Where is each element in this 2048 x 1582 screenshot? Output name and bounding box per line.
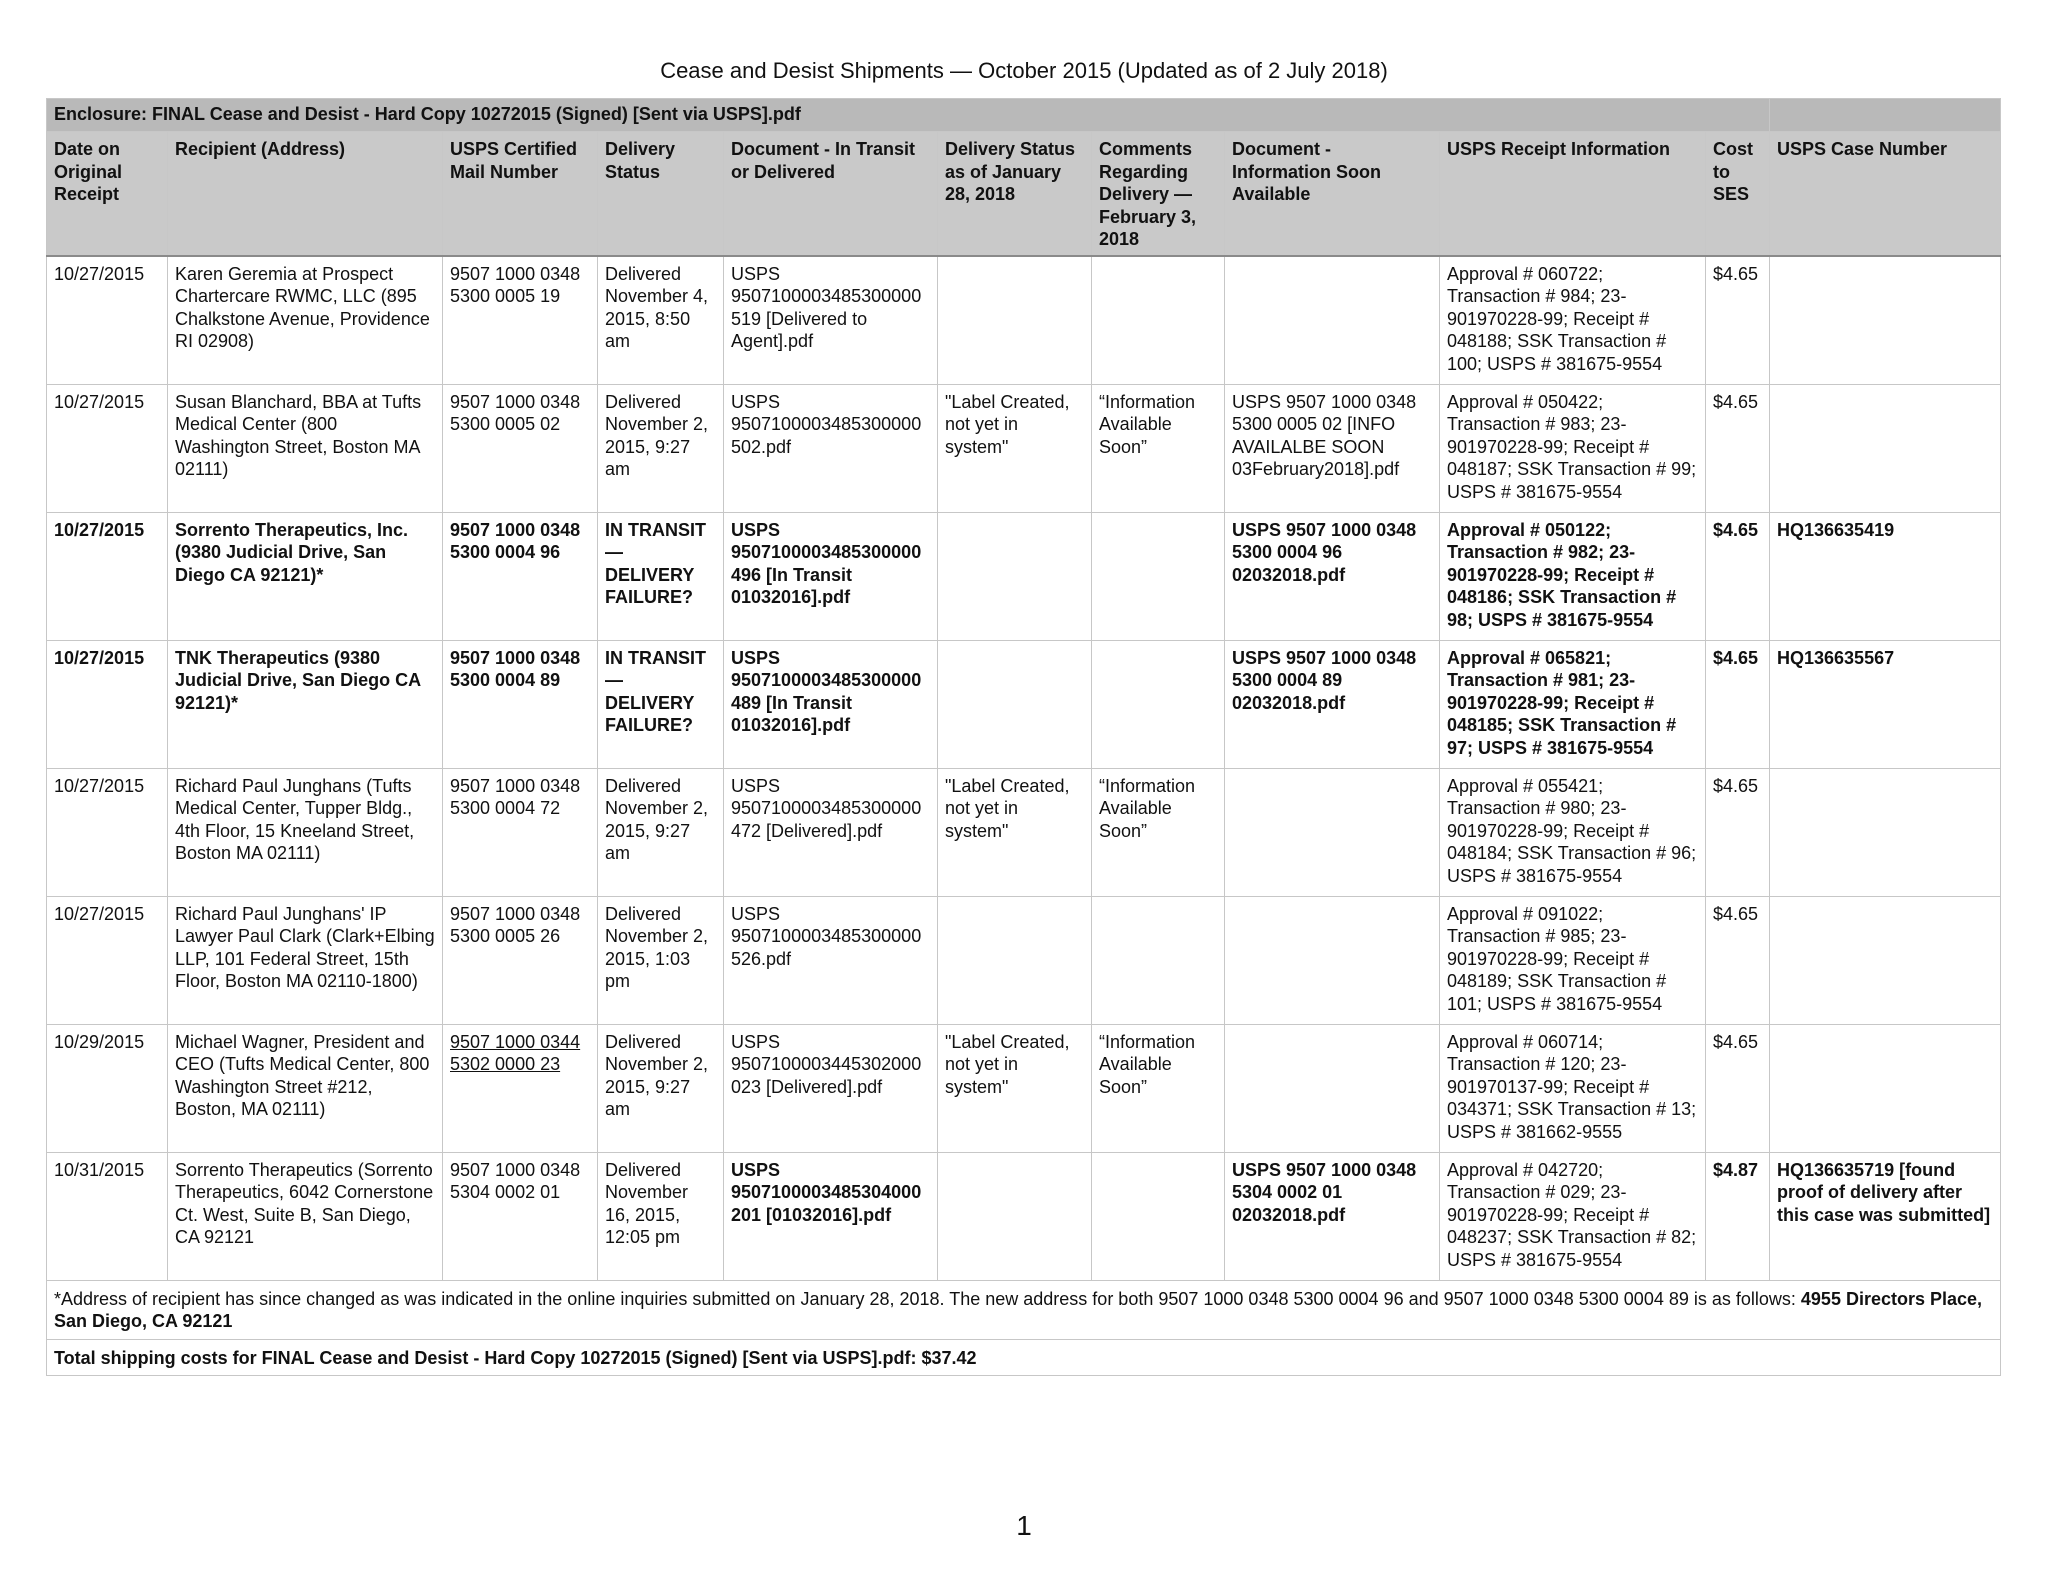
receipt-cell: Approval # 055421; Transaction # 980; 23-901970228-99; Receipt # 048184; SSK Transaction # 96; USPS # 381675-9554 <box>1440 768 1706 896</box>
cost-cell: $4.87 <box>1706 1152 1770 1280</box>
mail-number-cell: 9507 1000 0348 5300 0004 96 <box>443 512 598 640</box>
col-header-case-number: USPS Case Number <box>1770 132 2001 256</box>
document-cell: USPS 9507100003485300000502.pdf <box>724 384 938 512</box>
table-row <box>47 896 2001 1024</box>
comments-cell: “Information Available Soon” <box>1092 384 1225 512</box>
col-header-recipient: Recipient (Address) <box>168 132 443 256</box>
col-header-delivery-status: Delivery Status <box>598 132 724 256</box>
info-document-cell <box>1225 768 1440 896</box>
table-row <box>47 256 2001 385</box>
document-cell: USPS 9507100003485304000201 [01032016].pdf <box>724 1152 938 1280</box>
col-header-status-january: Delivery Status as of January 28, 2018 <box>938 132 1092 256</box>
mail-number-cell: 9507 1000 0348 5300 0004 89 <box>443 640 598 768</box>
case-number-cell: HQ136635719 [found proof of delivery after this case was submitted] <box>1770 1152 2001 1280</box>
date-cell: 10/27/2015 <box>47 256 168 385</box>
cost-cell: $4.65 <box>1706 1024 1770 1152</box>
recipient-cell: TNK Therapeutics (9380 Judicial Drive, San Diego CA 92121)* <box>168 640 443 768</box>
status-january-cell <box>938 1152 1092 1280</box>
comments-cell <box>1092 512 1225 640</box>
delivery-status-cell: Delivered November 2, 2015, 1:03 pm <box>598 896 724 1024</box>
case-number-cell <box>1770 256 2001 385</box>
date-cell: 10/31/2015 <box>47 1152 168 1280</box>
case-number-cell: HQ136635567 <box>1770 640 2001 768</box>
delivery-status-cell: Delivered November 2, 2015, 9:27 am <box>598 1024 724 1152</box>
case-number-cell <box>1770 768 2001 896</box>
date-cell: 10/27/2015 <box>47 384 168 512</box>
case-number-cell <box>1770 1024 2001 1152</box>
col-header-date: Date on Original Receipt <box>47 132 168 256</box>
date-cell: 10/27/2015 <box>47 896 168 1024</box>
cost-cell: $4.65 <box>1706 384 1770 512</box>
table-row <box>47 384 2001 512</box>
mail-number-cell: 9507 1000 0348 5300 0005 19 <box>443 256 598 385</box>
info-document-cell <box>1225 896 1440 1024</box>
comments-cell <box>1092 896 1225 1024</box>
receipt-cell: Approval # 042720; Transaction # 029; 23-901970228-99; Receipt # 048237; SSK Transaction # 82; USPS # 381675-9554 <box>1440 1152 1706 1280</box>
status-january-cell <box>938 512 1092 640</box>
cost-cell: $4.65 <box>1706 256 1770 385</box>
receipt-cell: Approval # 050422; Transaction # 983; 23-901970228-99; Receipt # 048187; SSK Transaction # 99; USPS # 381675-9554 <box>1440 384 1706 512</box>
comments-cell <box>1092 640 1225 768</box>
date-cell: 10/29/2015 <box>47 1024 168 1152</box>
delivery-status-cell: IN TRANSIT — DELIVERY FAILURE? <box>598 512 724 640</box>
receipt-cell: Approval # 050122; Transaction # 982; 23-901970228-99; Receipt # 048186; SSK Transaction # 98; USPS # 381675-9554 <box>1440 512 1706 640</box>
footnote-new-address: 4955 Directors Place, San Diego, CA 92121 <box>54 1288 1983 1331</box>
info-document-cell: USPS 9507 1000 0348 5300 0005 02 [INFO AVAILALBE SOON 03February2018].pdf <box>1225 384 1440 512</box>
comments-cell <box>1092 1152 1225 1280</box>
document-cell: USPS 9507100003485300000489 [In Transit 01032016].pdf <box>724 640 938 768</box>
info-document-cell <box>1225 256 1440 385</box>
document-cell: USPS 9507100003485300000519 [Delivered to Agent].pdf <box>724 256 938 385</box>
status-january-cell: "Label Created, not yet in system" <box>938 768 1092 896</box>
document-cell: USPS 9507100003485300000472 [Delivered].pdf <box>724 768 938 896</box>
cost-cell: $4.65 <box>1706 640 1770 768</box>
delivery-status-cell: Delivered November 2, 2015, 9:27 am <box>598 768 724 896</box>
status-january-cell: "Label Created, not yet in system" <box>938 384 1092 512</box>
delivery-status-cell: Delivered November 4, 2015, 8:50 am <box>598 256 724 385</box>
comments-cell <box>1092 256 1225 385</box>
col-header-receipt: USPS Receipt Information <box>1440 132 1706 256</box>
table-row <box>47 1024 2001 1152</box>
header-row <box>47 132 2001 256</box>
receipt-cell: Approval # 060714; Transaction # 120; 23-901970137-99; Receipt # 034371; SSK Transaction # 13; USPS # 381662-9555 <box>1440 1024 1706 1152</box>
shipments-table <box>46 98 2001 1376</box>
delivery-status-cell: Delivered November 2, 2015, 9:27 am <box>598 384 724 512</box>
mail-number-cell <box>443 1024 598 1152</box>
status-january-cell <box>938 640 1092 768</box>
cost-cell: $4.65 <box>1706 768 1770 896</box>
cost-cell: $4.65 <box>1706 512 1770 640</box>
delivery-status-cell: Delivered November 16, 2015, 12:05 pm <box>598 1152 724 1280</box>
info-document-cell: USPS 9507 1000 0348 5300 0004 96 02032018.pdf <box>1225 512 1440 640</box>
total-cell: Total shipping costs for FINAL Cease and Desist - Hard Copy 10272015 (Signed) [Sent via USPS].pdf: $37.42 <box>47 1339 2001 1376</box>
document-cell: USPS 9507100003445302000023 [Delivered].pdf <box>724 1024 938 1152</box>
page-title: Cease and Desist Shipments — October 2015 (Updated as of 2 July 2018) <box>660 58 1388 83</box>
date-cell: 10/27/2015 <box>47 640 168 768</box>
col-header-cost: Cost to SES <box>1706 132 1770 256</box>
footnote-row <box>47 1280 2001 1339</box>
cost-cell: $4.65 <box>1706 896 1770 1024</box>
date-cell: 10/27/2015 <box>47 512 168 640</box>
comments-cell: “Information Available Soon” <box>1092 768 1225 896</box>
table-row <box>47 768 2001 896</box>
case-number-cell <box>1770 384 2001 512</box>
footnote-text: *Address of recipient has since changed as was indicated in the online inquiries submitted on January 28, 2018. The new address for both 9507 1000 0348 5300 0004 96 and 9507 1000 0348 5300 0004 89 is as follows: <box>54 1288 1801 1309</box>
info-document-cell: USPS 9507 1000 0348 5304 0002 01 02032018.pdf <box>1225 1152 1440 1280</box>
recipient-cell: Karen Geremia at Prospect Chartercare RWMC, LLC (895 Chalkstone Avenue, Providence RI 02908) <box>168 256 443 385</box>
table-row <box>47 512 2001 640</box>
receipt-cell: Approval # 065821; Transaction # 981; 23-901970228-99; Receipt # 048185; SSK Transaction # 97; USPS # 381675-9554 <box>1440 640 1706 768</box>
col-header-mail-number: USPS Certified Mail Number <box>443 132 598 256</box>
footnote-cell <box>47 1280 2001 1339</box>
enclosure-row <box>47 99 2001 132</box>
enclosure-label: Enclosure: FINAL Cease and Desist - Hard Copy 10272015 (Signed) [Sent via USPS].pdf <box>47 99 1770 132</box>
recipient-cell: Susan Blanchard, BBA at Tufts Medical Center (800 Washington Street, Boston MA 02111) <box>168 384 443 512</box>
case-number-cell: HQ136635419 <box>1770 512 2001 640</box>
recipient-cell: Richard Paul Junghans (Tufts Medical Center, Tupper Bldg., 4th Floor, 15 Kneeland Street, Boston MA 02111) <box>168 768 443 896</box>
status-january-cell: "Label Created, not yet in system" <box>938 1024 1092 1152</box>
receipt-cell: Approval # 091022; Transaction # 985; 23-901970228-99; Receipt # 048189; SSK Transaction # 101; USPS # 381675-9554 <box>1440 896 1706 1024</box>
mail-number-cell: 9507 1000 0348 5300 0005 26 <box>443 896 598 1024</box>
table-row <box>47 1152 2001 1280</box>
receipt-cell: Approval # 060722; Transaction # 984; 23-901970228-99; Receipt # 048188; SSK Transaction # 100; USPS # 381675-9554 <box>1440 256 1706 385</box>
document-cell: USPS 9507100003485300000496 [In Transit 01032016].pdf <box>724 512 938 640</box>
delivery-status-cell: IN TRANSIT — DELIVERY FAILURE? <box>598 640 724 768</box>
enclosure-blank-cell <box>1770 99 2001 132</box>
mail-number-link[interactable]: 9507 1000 0344 5302 0000 23 <box>450 1031 581 1074</box>
mail-number-cell: 9507 1000 0348 5304 0002 01 <box>443 1152 598 1280</box>
case-number-cell <box>1770 896 2001 1024</box>
info-document-cell <box>1225 1024 1440 1152</box>
col-header-comments: Comments Regarding Delivery — February 3, 2018 <box>1092 132 1225 256</box>
recipient-cell: Richard Paul Junghans' IP Lawyer Paul Clark (Clark+Elbing LLP, 101 Federal Street, 15th Floor, Boston MA 02110-1800) <box>168 896 443 1024</box>
comments-cell: “Information Available Soon” <box>1092 1024 1225 1152</box>
date-cell: 10/27/2015 <box>47 768 168 896</box>
info-document-cell: USPS 9507 1000 0348 5300 0004 89 02032018.pdf <box>1225 640 1440 768</box>
total-row <box>47 1339 2001 1376</box>
col-header-document: Document - In Transit or Delivered <box>724 132 938 256</box>
mail-number-cell: 9507 1000 0348 5300 0004 72 <box>443 768 598 896</box>
page-number: 1 <box>1016 1510 1032 1541</box>
mail-number-cell: 9507 1000 0348 5300 0005 02 <box>443 384 598 512</box>
recipient-cell: Sorrento Therapeutics (Sorrento Therapeutics, 6042 Cornerstone Ct. West, Suite B, San Diego, CA 92121 <box>168 1152 443 1280</box>
table-row <box>47 640 2001 768</box>
col-header-info-document: Document - Information Soon Available <box>1225 132 1440 256</box>
status-january-cell <box>938 256 1092 385</box>
document-cell: USPS 9507100003485300000526.pdf <box>724 896 938 1024</box>
recipient-cell: Michael Wagner, President and CEO (Tufts Medical Center, 800 Washington Street #212, Boston, MA 02111) <box>168 1024 443 1152</box>
status-january-cell <box>938 896 1092 1024</box>
recipient-cell: Sorrento Therapeutics, Inc. (9380 Judicial Drive, San Diego CA 92121)* <box>168 512 443 640</box>
